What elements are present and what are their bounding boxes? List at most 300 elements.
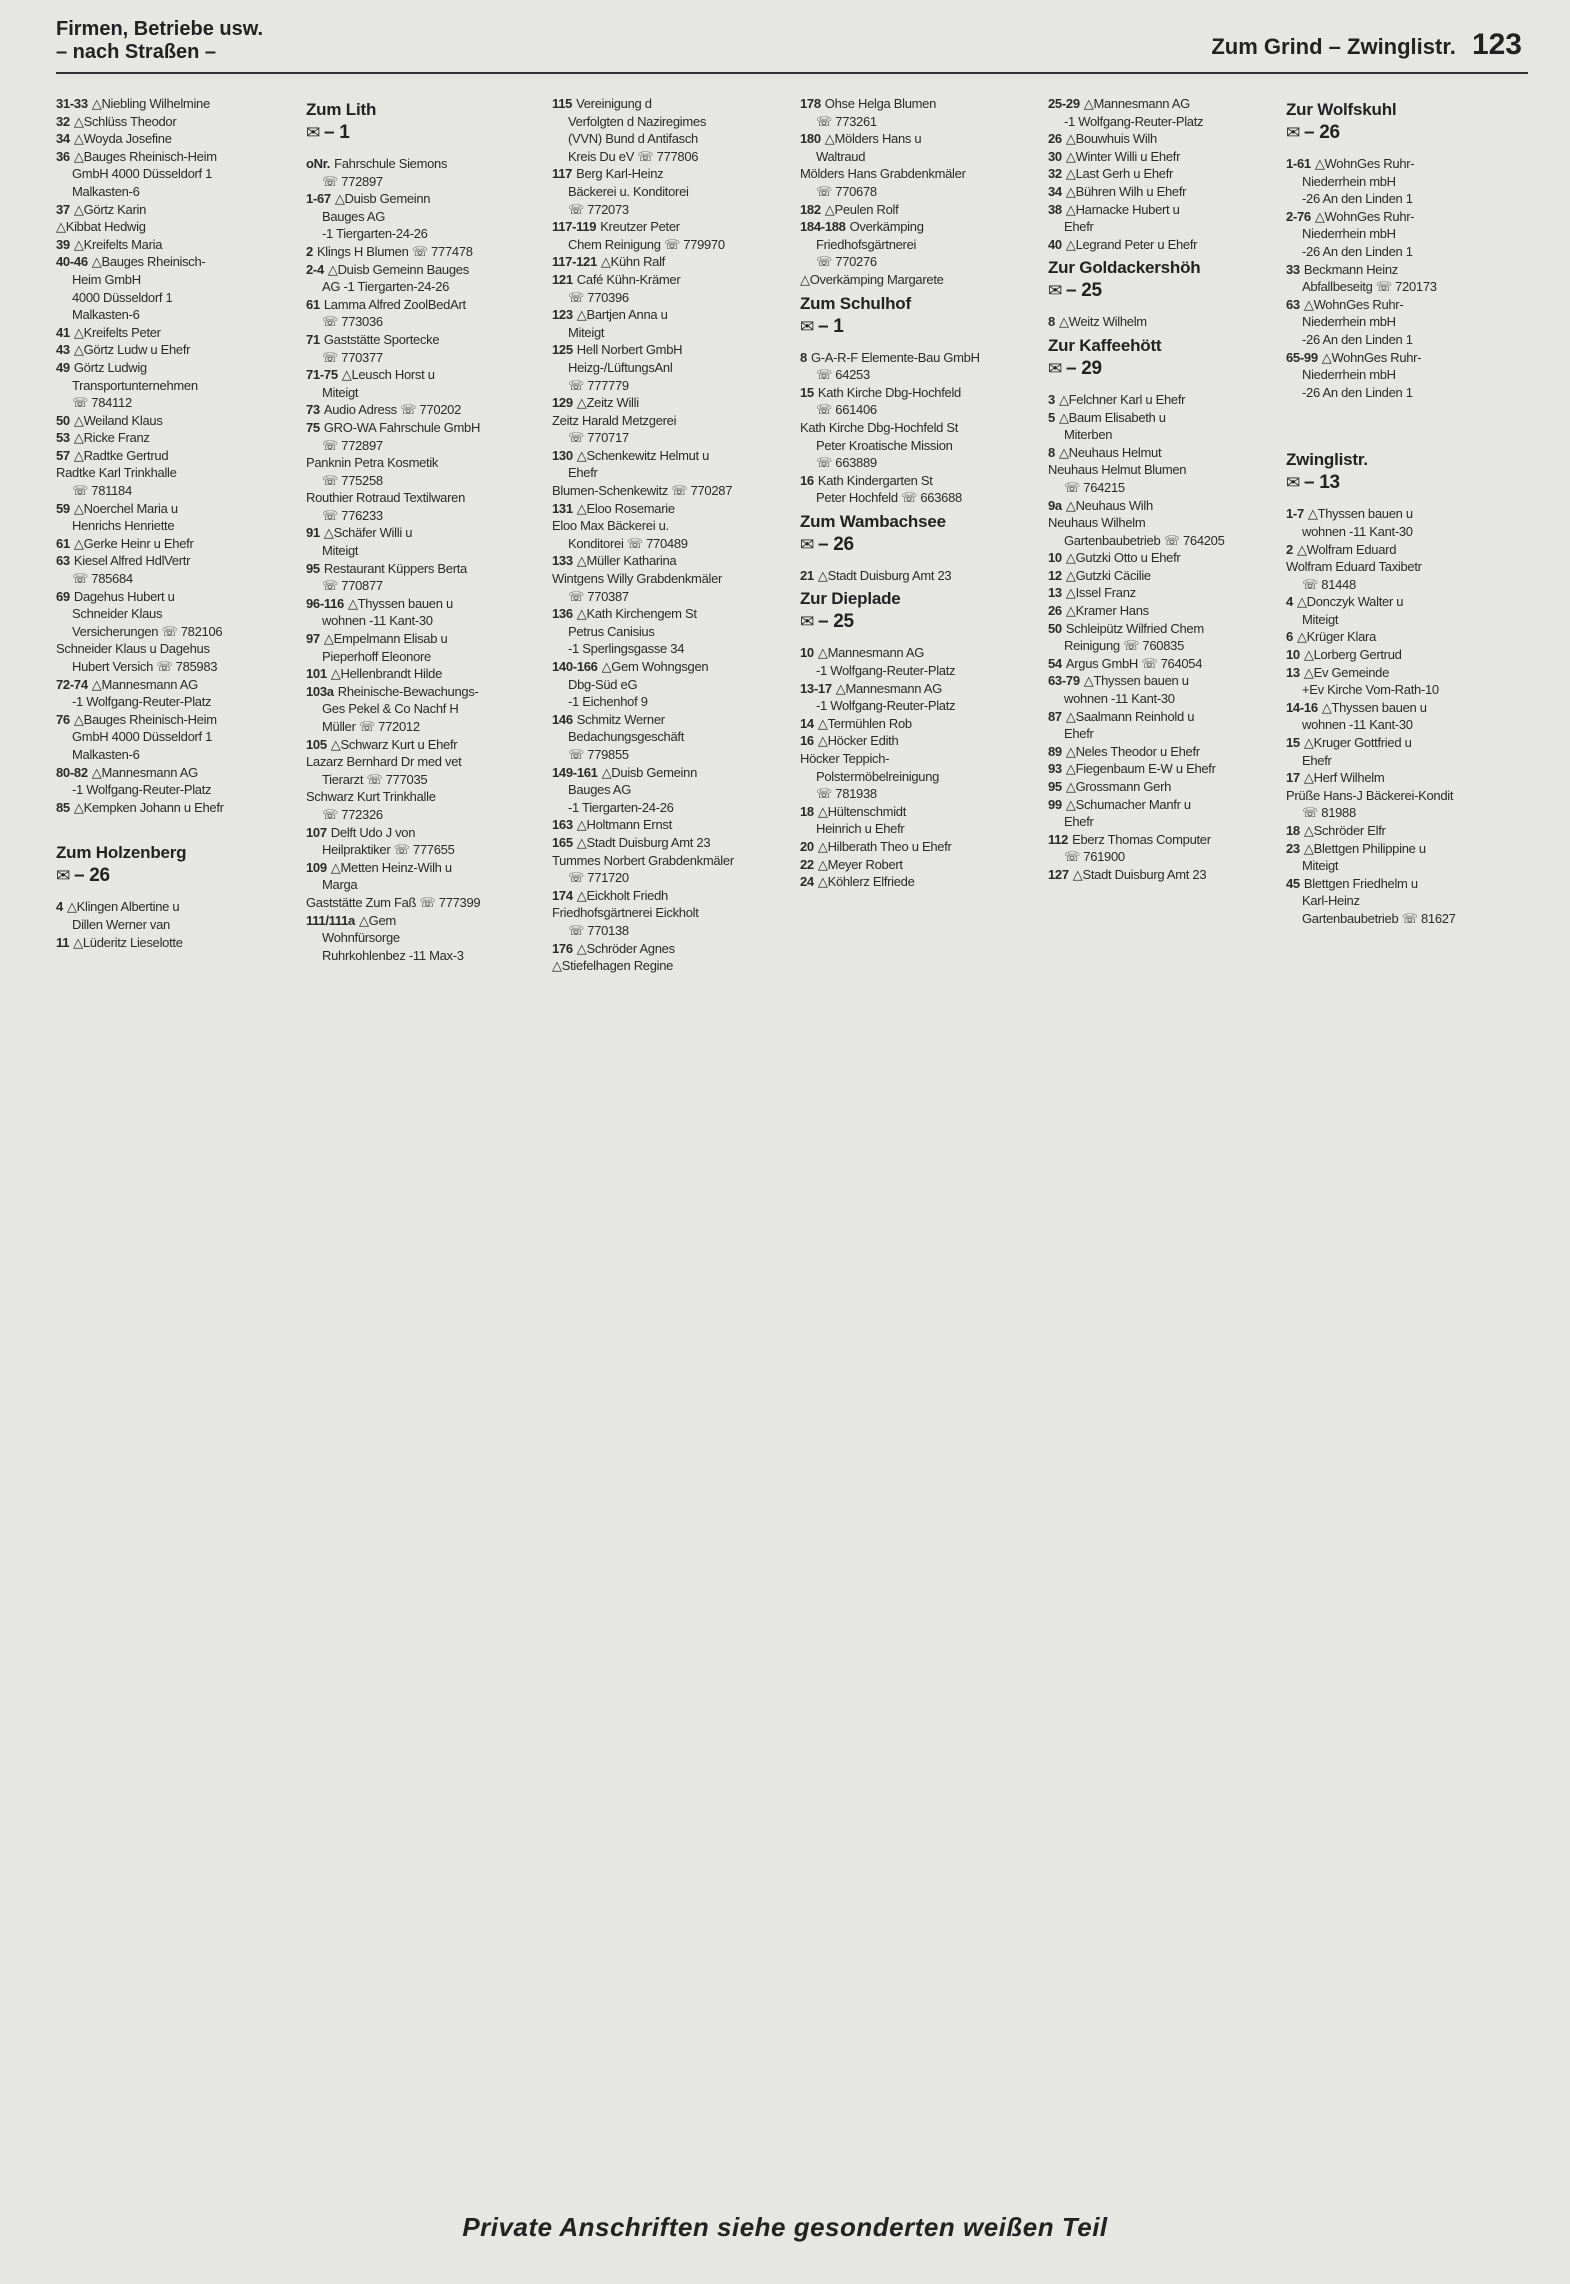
listing-entry (552, 570, 788, 605)
listing-text: Schleipütz Wilfried Chem (1065, 620, 1204, 636)
listing-text: ☏ 773036 (322, 314, 383, 330)
listing-text: Eberz Thomas Computer (1072, 831, 1211, 847)
listing-text: ☏ 785684 (72, 571, 133, 587)
listing-line (1048, 165, 1284, 183)
house-number: 182 (800, 201, 821, 217)
postal-district (1048, 279, 1284, 303)
house-number: 26 (1048, 131, 1062, 147)
listing-entry (56, 934, 292, 952)
listing-text: △Holtmann Ernst (576, 817, 672, 833)
listing-entry (1286, 664, 1522, 699)
house-number: 93 (1048, 761, 1062, 777)
listing-text: △Lüderitz Lieselotte (73, 934, 183, 950)
postal-code: – 13 (1303, 472, 1340, 494)
listing-line (306, 595, 542, 613)
listing-line (552, 183, 788, 201)
listing-entry (1048, 672, 1284, 707)
listing-entry (56, 429, 292, 447)
listing-line (800, 349, 1036, 367)
listing-entry (56, 535, 292, 553)
listing-line (552, 394, 788, 412)
listing-text: △Legrand Peter u Ehefr (1065, 236, 1198, 252)
listing-line (1048, 95, 1284, 113)
listing-line (306, 313, 542, 331)
listing-text: Prüße Hans-J Bäckerei-Kondit (1286, 787, 1454, 803)
listing-text: △Thyssen bauen u (1307, 506, 1413, 522)
listing-entry (306, 912, 542, 965)
house-number: 1-67 (306, 191, 331, 207)
listing-text: Schneider Klaus u Dagehus (56, 641, 210, 657)
listing-entry (56, 236, 292, 254)
house-number: 71-75 (306, 367, 338, 383)
listing-line (552, 640, 788, 658)
listing-line (800, 384, 1036, 402)
listing-text: △Kath Kirchengem St (576, 606, 697, 622)
listing-entry (1048, 866, 1284, 884)
listing-text: △Blettgen Philippine u (1303, 840, 1426, 856)
listing-line (800, 697, 1036, 715)
listing-line (800, 437, 1036, 455)
listing-entry (306, 859, 542, 894)
house-number: 15 (800, 384, 814, 400)
listing-entry (1048, 130, 1284, 148)
listing-line (552, 816, 788, 834)
house-number: 69 (56, 588, 70, 604)
street-heading: Zum Lith (306, 100, 377, 119)
listing-line (1286, 331, 1522, 349)
listing-text: Routhier Rotraud Textilwaren (306, 490, 466, 506)
listing-text: △Görtz Ludw u Ehefr (73, 342, 191, 358)
listing-text: Blettgen Friedhelm u (1303, 875, 1418, 891)
listing-text: 4000 Düsseldorf 1 (72, 289, 173, 305)
house-number: 8 (800, 349, 807, 365)
listing-text: △Kreifelts Peter (73, 324, 161, 340)
listing-text: △Mannesmann AG (835, 680, 942, 696)
listing-entry (1048, 743, 1284, 761)
house-number: 10 (1286, 647, 1300, 663)
listing-text: △Kempken Johann u Ehefr (73, 799, 224, 815)
house-number: 16 (800, 733, 814, 749)
listing-text: Görtz Ludwig (73, 359, 147, 375)
listing-entry (552, 341, 788, 394)
listing-entry (56, 464, 292, 499)
listing-text: Kreutzer Peter (600, 219, 680, 235)
listing-entry (552, 412, 788, 447)
listing-line (552, 623, 788, 641)
listing-text: Wohnfürsorge (322, 930, 400, 946)
listing-entry (800, 873, 1036, 891)
listing-text: △Stadt Duisburg Amt 23 (817, 567, 952, 583)
listing-text: Gaststätte Sportecke (323, 331, 440, 347)
house-number: 54 (1048, 655, 1062, 671)
listing-line (552, 464, 788, 482)
house-number: 105 (306, 736, 327, 752)
listing-line (1286, 628, 1522, 646)
postal-code: – 25 (817, 611, 854, 633)
house-number: 4 (1286, 594, 1293, 610)
listing-text: Dbg-Süd eG (568, 676, 638, 692)
listing-text: GmbH 4000 Düsseldorf 1 (72, 729, 213, 745)
listing-text: Zeitz Harald Metzgerei (552, 412, 677, 428)
listing-line (306, 771, 542, 789)
listing-line (800, 567, 1036, 585)
listing-text: △WohnGes Ruhr- (1314, 208, 1415, 224)
listing-text: △Gem (358, 912, 396, 928)
listing-line (306, 296, 542, 314)
listing-text: AG -1 Tiergarten-24-26 (322, 279, 450, 295)
postal-district (800, 610, 1036, 634)
spacer (1286, 401, 1522, 423)
listing-line (306, 190, 542, 208)
listing-entry (1286, 628, 1522, 646)
listing-entry (306, 630, 542, 665)
listing-text: △Schwarz Kurt u Ehefr (330, 736, 458, 752)
listing-line (306, 947, 542, 965)
house-number: 50 (1048, 620, 1062, 636)
house-number: 59 (56, 500, 70, 516)
house-number: 12 (1048, 567, 1062, 583)
listing-line (306, 489, 542, 507)
listing-text: ☏ 775258 (322, 472, 383, 488)
listing-text: Ehefr (1064, 814, 1094, 830)
listing-text: △Gutzki Otto u Ehefr (1065, 550, 1181, 566)
listing-text: Ehefr (568, 465, 598, 481)
listing-text: Ohse Helga Blumen (824, 96, 937, 111)
listing-entry (1048, 236, 1284, 254)
listing-line (306, 683, 542, 701)
listing-line (800, 820, 1036, 838)
listing-entry (1286, 734, 1522, 769)
listing-entry (56, 447, 292, 465)
listing-line (56, 341, 292, 359)
listing-line (306, 841, 542, 859)
listing-line (552, 201, 788, 219)
house-number: 2 (306, 243, 313, 259)
listing-line (306, 560, 542, 578)
listing-entry (800, 472, 1036, 507)
listing-line (56, 482, 292, 500)
listing-line (552, 148, 788, 166)
listing-text: △Gutzki Cäcilie (1065, 567, 1151, 583)
listing-text: △Weiland Klaus (73, 412, 163, 428)
house-number: 95 (306, 560, 320, 576)
house-number: 4 (56, 899, 63, 915)
house-number: 32 (1048, 166, 1062, 182)
listing-entry (1048, 95, 1284, 130)
listing-text: Restaurant Küppers Berta (323, 560, 467, 576)
listing-entry (552, 95, 788, 165)
listing-text: ☏ 661406 (816, 402, 877, 418)
listing-entry (1048, 778, 1284, 796)
listing-text: △Issel Franz (1065, 585, 1136, 601)
house-number: 2 (1286, 541, 1293, 557)
listing-line (306, 349, 542, 367)
listing-text: △Gem Wohngsgen (601, 659, 709, 674)
listing-entry (56, 201, 292, 219)
listing-line (1048, 672, 1284, 690)
listing-entry (306, 894, 542, 912)
listing-line (56, 464, 292, 482)
listing-text: Transportunternehmen (72, 377, 198, 393)
listing-text: ☏ 772326 (322, 806, 383, 822)
listing-text: △Höcker Edith (817, 733, 899, 749)
listing-text: △Hültenschmidt (817, 803, 907, 819)
listing-line (552, 570, 788, 588)
house-number: 176 (552, 940, 573, 956)
listing-text: -1 Tiergarten-24-26 (568, 799, 674, 815)
house-number: 130 (552, 447, 573, 463)
house-number: 49 (56, 359, 70, 375)
listing-text: Overkämping (849, 219, 924, 235)
listing-line (306, 208, 542, 226)
listing-line (56, 640, 292, 658)
listing-line (56, 412, 292, 430)
listing-line (56, 253, 292, 271)
listing-entry (56, 764, 292, 799)
listing-entry (1048, 148, 1284, 166)
listing-text: ☏ 770877 (322, 578, 383, 594)
listing-text: △Zeitz Willi (576, 395, 639, 411)
house-number: 37 (56, 201, 70, 217)
listing-line (1048, 113, 1284, 131)
listing-line (552, 852, 788, 870)
listing-line (552, 781, 788, 799)
house-number: 16 (800, 472, 814, 488)
listing-line (306, 929, 542, 947)
listing-text: Lazarz Bernhard Dr med vet (306, 754, 462, 770)
listing-line (306, 384, 542, 402)
listing-entry (56, 588, 292, 641)
house-number: 99 (1048, 796, 1062, 812)
postal-district (1286, 121, 1522, 145)
house-number: 136 (552, 606, 573, 622)
listing-line (306, 155, 542, 173)
listing-line (56, 394, 292, 412)
street-heading: Zur Kaffeehött (1048, 335, 1162, 355)
listing-text: Ges Pekel & Co Nachf H (322, 701, 459, 717)
listing-line (306, 261, 542, 279)
listing-text: Miteigt (568, 324, 605, 340)
directory-column (1048, 95, 1284, 884)
street-heading: Zur Dieplade (800, 589, 901, 609)
house-number: 109 (306, 859, 327, 875)
listing-line (306, 859, 542, 877)
listing-text: △Gerke Heinr u Ehefr (73, 535, 194, 551)
listing-entry (1048, 444, 1284, 462)
listing-text: △Görtz Karin (73, 201, 147, 217)
listing-entry (56, 113, 292, 131)
listing-entry (552, 957, 788, 975)
listing-text: -1 Tiergarten-24-26 (322, 226, 428, 242)
house-number: 22 (800, 856, 814, 872)
house-number: 23 (1286, 840, 1300, 856)
listing-line (56, 764, 292, 782)
listing-entry (800, 271, 1036, 289)
listing-line (56, 588, 292, 606)
house-number: 20 (800, 839, 814, 854)
listing-text: △Grossmann Gerh (1065, 779, 1172, 794)
postal-district (1048, 357, 1284, 381)
listing-entry (552, 500, 788, 518)
listing-entry (306, 595, 542, 630)
street-heading: Zum Wambachsee (800, 511, 946, 531)
listing-line (306, 630, 542, 648)
house-number: 80-82 (56, 764, 88, 780)
listing-entry (1048, 391, 1284, 409)
listing-text: Miteigt (322, 384, 359, 400)
listing-entry (1048, 201, 1284, 236)
listing-text: Wolfram Eduard Taxibetr (1286, 559, 1422, 575)
listing-entry (306, 401, 542, 419)
listing-line (56, 377, 292, 395)
listing-text: Peter Hochfeld ☏ 663688 (816, 490, 962, 506)
listing-line (56, 781, 292, 799)
listing-text: △Hellenbrandt Hilde (330, 666, 443, 682)
listing-text: △Duisb Gemeinn (601, 764, 698, 780)
listing-text: Neuhaus Helmut Blumen (1048, 462, 1187, 478)
house-number: 1-61 (1286, 156, 1311, 171)
house-number: 76 (56, 711, 70, 727)
listing-line (1048, 313, 1284, 331)
listing-text: Hubert Versich ☏ 785983 (72, 659, 218, 674)
listing-text: -1 Sperlingsgasse 34 (568, 641, 685, 657)
listing-line (1286, 366, 1522, 384)
street-heading: Zur Wolfskuhl (1286, 100, 1397, 119)
house-number: 45 (1286, 875, 1300, 891)
listing-entry (306, 753, 542, 788)
listing-line (1286, 225, 1522, 243)
listing-line (800, 715, 1036, 733)
listing-text: Panknin Petra Kosmetik (306, 455, 439, 471)
listing-text: Schmitz Werner (576, 711, 665, 727)
listing-line (552, 605, 788, 623)
postal-code: – 26 (73, 865, 110, 887)
postal-district (800, 533, 1036, 557)
postal-code: – 26 (817, 533, 854, 555)
listing-entry (306, 155, 542, 190)
listing-line (306, 419, 542, 437)
listing-text: ☏ 81448 (1302, 576, 1356, 592)
house-number: 133 (552, 553, 573, 569)
listing-entry (56, 676, 292, 711)
listing-line (552, 289, 788, 307)
listing-text: Gartenbaubetrieb ☏ 764205 (1064, 532, 1225, 548)
section-heading (56, 18, 263, 64)
listing-text: Friedhofsgärtnerei (816, 236, 917, 252)
listing-line (306, 401, 542, 419)
listing-text: Müller ☏ 772012 (322, 719, 420, 734)
listing-text: △Neuhaus Wilh (1065, 497, 1153, 513)
listing-line (552, 728, 788, 746)
house-number: 95 (1048, 779, 1062, 794)
listing-line (552, 236, 788, 254)
listing-text: Tierarzt ☏ 777035 (322, 771, 428, 787)
listing-text: Café Kühn-Krämer (576, 271, 681, 287)
listing-text: Heilpraktiker ☏ 777655 (322, 842, 455, 858)
house-number: 180 (800, 131, 821, 147)
listing-entry (1286, 155, 1522, 208)
directory-column (306, 95, 542, 964)
listing-line (1048, 391, 1284, 409)
listing-text: △Bauges Rheinisch-Heim (73, 148, 217, 164)
listing-line (800, 768, 1036, 786)
house-number: 26 (1048, 603, 1062, 619)
listing-line (552, 271, 788, 289)
listing-line (1048, 130, 1284, 148)
listing-text: ☏ 781938 (816, 786, 877, 802)
listing-line (552, 113, 788, 131)
listing-text: Niederrhein mbH (1302, 314, 1396, 330)
listing-entry (552, 852, 788, 887)
listing-entry (800, 384, 1036, 419)
listing-line (56, 623, 292, 641)
listing-line (1048, 218, 1284, 236)
listing-text: -1 Wolfgang-Reuter-Platz (816, 663, 956, 679)
listing-text: △Last Gerh u Ehefr (1065, 166, 1174, 182)
listing-text: ☏ 770276 (816, 254, 877, 270)
listing-line (306, 331, 542, 349)
listing-text: △Kreifelts Maria (73, 236, 163, 252)
listing-line (1286, 313, 1522, 331)
listing-text: △Meyer Robert (817, 856, 903, 872)
listing-text: △Radtke Gertrud (73, 447, 169, 463)
house-number: 117-119 (552, 219, 597, 235)
listing-text: △Termühlen Rob (817, 715, 912, 731)
listing-entry (56, 148, 292, 201)
listing-text: Höcker Teppich- (800, 751, 890, 767)
listing-text: Argus GmbH ☏ 764054 (1065, 655, 1203, 671)
street-heading: Zwinglistr. (1286, 450, 1368, 470)
listing-entry (800, 644, 1036, 679)
listing-line (1048, 236, 1284, 254)
listing-line (1286, 349, 1522, 367)
listing-text: ☏ 771720 (568, 870, 629, 886)
listing-line (306, 806, 542, 824)
listing-entry (1048, 760, 1284, 778)
listing-text: Ehefr (1064, 726, 1094, 742)
listing-line (552, 799, 788, 817)
listing-entry (1286, 822, 1522, 840)
listing-line (552, 412, 788, 430)
house-number: 184-188 (800, 219, 846, 235)
listing-text: Niederrhein mbH (1302, 226, 1396, 242)
listing-text: Bauges AG (568, 782, 632, 798)
house-number: 14 (800, 715, 814, 731)
listing-text: Heim GmbH (72, 271, 141, 287)
listing-text: ☏ 770678 (816, 183, 877, 199)
listing-text: △Schröder Agnes (576, 940, 675, 956)
listing-entry (306, 331, 542, 366)
listing-entry (56, 898, 292, 933)
listing-line (800, 785, 1036, 803)
listing-text: ☏ 770377 (322, 349, 383, 365)
listing-line (552, 218, 788, 236)
listing-line (800, 253, 1036, 271)
listing-line (56, 113, 292, 131)
listing-line (552, 887, 788, 905)
listing-entry (552, 904, 788, 939)
listing-text: ☏ 770717 (568, 430, 629, 446)
listing-text: △Saalmann Reinhold u (1065, 708, 1195, 724)
listing-line (1048, 778, 1284, 796)
house-number: 41 (56, 324, 70, 340)
listing-text: Niederrhein mbH (1302, 367, 1396, 383)
listing-text: G-A-R-F Elemente-Bau GmbH (810, 349, 980, 365)
listing-line (306, 788, 542, 806)
listing-line (56, 916, 292, 934)
listing-line (800, 750, 1036, 768)
house-number: 32 (56, 113, 70, 129)
